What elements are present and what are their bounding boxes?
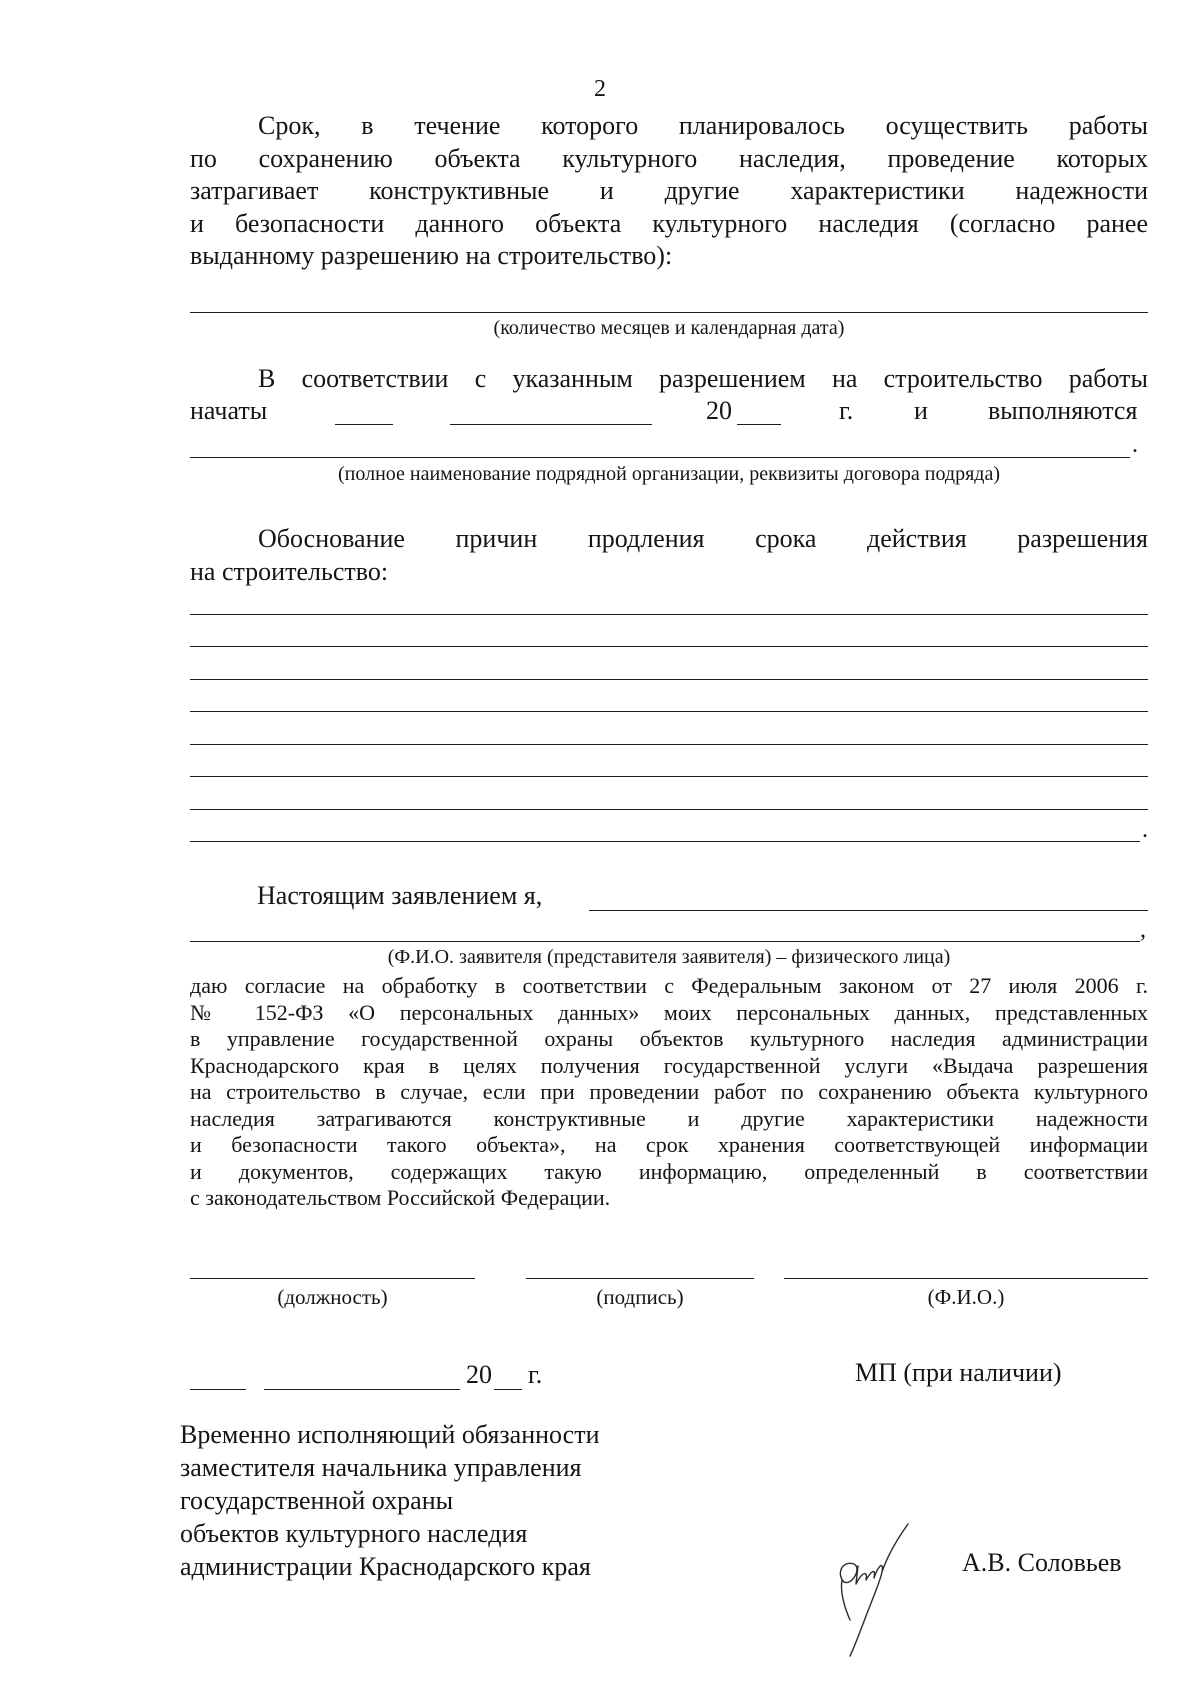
term-line: и безопасности данного объекта культурного наследия (согласно ранее (190, 208, 1148, 238)
consent-line: и безопасности такого объекта», на срок хранения соответствующей информации (190, 1132, 1148, 1157)
works-paragraph (190, 363, 1148, 396)
start-month-blank[interactable] (450, 424, 652, 425)
contractor-period: . (1132, 432, 1138, 458)
consent-line: на строительство в случае, если при проведении работ по сохранению объекта культурного (190, 1079, 1148, 1104)
date-year-prefix: 20 (466, 1360, 492, 1389)
justification-blank-line[interactable] (190, 679, 1148, 680)
signer-name: А.В. Соловьев (962, 1548, 1122, 1577)
justification-blank-line[interactable] (190, 841, 1140, 842)
date-year-blank[interactable] (494, 1389, 522, 1390)
signer-title-line: объектов культурного наследия (180, 1519, 528, 1548)
term-line: по сохранению объекта культурного наследия, проведение которых (190, 143, 1148, 173)
start-year-blank[interactable] (737, 424, 781, 425)
term-line: Срок, в течение которого планировалось осуществить работы (258, 111, 1148, 140)
start-year-prefix: 20 (706, 396, 732, 425)
signer-title-line: администрации Краснодарского края (180, 1552, 591, 1581)
works-line: В соответствии с указанным разрешением на строительство работы (258, 364, 1148, 393)
justification-blank-line[interactable] (190, 614, 1148, 615)
stamp-note: МП (при наличии) (855, 1358, 1062, 1387)
term-line: затрагивает конструктивные и другие характеристики надежности (190, 176, 1148, 205)
page-number: 2 (594, 76, 606, 102)
justification-period: . (1142, 817, 1148, 843)
consent-line: даю согласие на обработку в соответствии с Федеральным законом от 27 июля 2006 г. (190, 973, 1148, 998)
consent-statement: Настоящим заявлением я, (257, 881, 543, 910)
handwritten-signature (822, 1520, 932, 1660)
consent-line: и документов, содержащих такую информацию, определенный в соответствии (190, 1158, 1148, 1184)
term-line: выданному разрешению на строительство): (190, 241, 673, 270)
start-day-blank[interactable] (335, 424, 393, 425)
applicant-comma: , (1140, 917, 1146, 943)
position-label: (должность) (277, 1285, 388, 1309)
justification-paragraph (190, 523, 1148, 588)
justification-blank-line[interactable] (190, 744, 1148, 745)
signer-title-line: Временно исполняющий обязанности (180, 1420, 600, 1449)
consent-paragraph (190, 973, 1148, 1212)
works-and-label: и (914, 396, 928, 425)
justification-blank-line[interactable] (190, 711, 1148, 712)
term-blank-line[interactable] (190, 312, 1148, 313)
term-paragraph (190, 110, 1148, 273)
consent-line: в управление государственной охраны объектов культурного наследия администрации (190, 1026, 1148, 1051)
works-performed-label: выполняются (988, 396, 1138, 425)
justification-line: на строительство: (190, 556, 389, 586)
contractor-caption: (полное наименование подрядной организации, реквизиты договора подряда) (337, 463, 1001, 485)
start-year-suffix: г. (839, 396, 854, 425)
consent-line: Краснодарского края в целях получения государственной услуги «Выдача разрешения (190, 1052, 1148, 1078)
applicant-caption: (Ф.И.О. заявителя (представителя заявителя) – физического лица) (387, 946, 951, 968)
contractor-blank-line[interactable] (190, 457, 1130, 458)
consent-line: с законодательством Российской Федерации. (190, 1185, 611, 1210)
date-month-blank[interactable] (264, 1389, 460, 1390)
consent-line: наследия затрагиваются конструктивные и другие характеристики надежности (190, 1105, 1148, 1131)
applicant-name-blank-2[interactable] (190, 941, 1140, 942)
justification-blank-line[interactable] (190, 776, 1148, 777)
signature-label: (подпись) (596, 1285, 684, 1309)
signature-blank[interactable] (526, 1278, 754, 1279)
position-blank[interactable] (190, 1278, 475, 1279)
fio-label: (Ф.И.О.) (927, 1285, 1005, 1309)
consent-line: № 152-ФЗ «О персональных данных» моих персональных данных, представленных (190, 999, 1148, 1025)
works-started-label: начаты (190, 396, 268, 425)
justification-blank-line[interactable] (190, 646, 1148, 647)
date-day-blank[interactable] (190, 1389, 246, 1390)
fio-blank[interactable] (784, 1278, 1148, 1279)
term-caption: (количество месяцев и календарная дата) (493, 317, 845, 339)
signer-title (180, 1418, 600, 1583)
justification-blank-line[interactable] (190, 809, 1148, 810)
applicant-name-blank[interactable] (589, 910, 1148, 911)
justification-line: Обоснование причин продления срока действия разрешения (258, 524, 1148, 553)
signer-title-line: государственной охраны (180, 1486, 454, 1515)
date-year-suffix: г. (528, 1360, 543, 1389)
signer-title-line: заместителя начальника управления (180, 1453, 582, 1482)
